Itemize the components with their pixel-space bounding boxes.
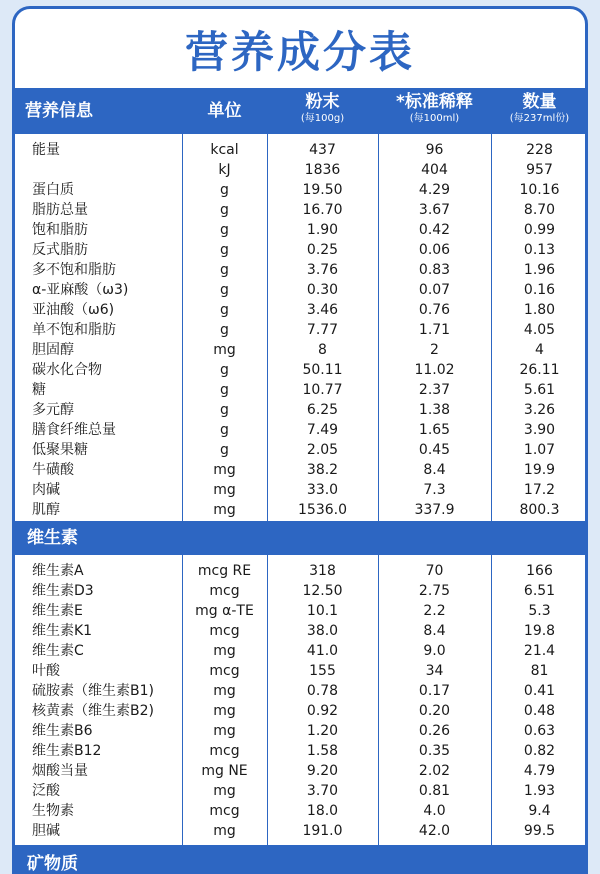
header-powder-label: 粉末 — [305, 92, 340, 112]
nutrient-name: 硫胺素（维生素B1) — [32, 683, 154, 699]
table-row — [15, 160, 585, 180]
table-row — [15, 701, 585, 721]
value-per-100g: 41.0 — [306, 643, 339, 659]
value-per-100g: 38.2 — [306, 462, 339, 478]
nutrient-unit: mg — [213, 342, 236, 358]
header-qty — [491, 88, 588, 134]
value-per-100g: 3.76 — [306, 262, 339, 278]
nutrient-name: 维生素C — [32, 643, 84, 659]
value-per-100g: 0.92 — [306, 703, 339, 719]
value-per-100ml: 2.2 — [423, 603, 446, 619]
value-per-100g: 50.11 — [302, 362, 343, 378]
value-per-100ml: 0.83 — [418, 262, 451, 278]
value-per-serving: 5.61 — [523, 382, 556, 398]
nutrient-unit: g — [220, 422, 229, 438]
value-per-100g: 8 — [318, 342, 327, 358]
value-per-serving: 5.3 — [528, 603, 551, 619]
table-row — [15, 761, 585, 781]
value-per-100ml: 1.38 — [418, 402, 451, 418]
value-per-100ml: 4.0 — [423, 803, 446, 819]
nutrient-name: 胆碱 — [32, 823, 60, 839]
value-per-100ml: 404 — [421, 162, 448, 178]
table-row — [15, 300, 585, 320]
nutrient-unit: mg — [213, 783, 236, 799]
nutrient-unit: g — [220, 202, 229, 218]
vitamins-section-header — [15, 521, 585, 555]
header-powder — [267, 88, 378, 134]
value-per-100g: 38.0 — [306, 623, 339, 639]
value-per-serving: 0.16 — [523, 282, 556, 298]
header-qty-sub: (每237ml份) — [509, 113, 570, 124]
nutrient-name: 饱和脂肪 — [32, 222, 88, 238]
nutrient-name: 碳水化合物 — [32, 362, 102, 378]
nutrient-unit: mg — [213, 723, 236, 739]
value-per-100g: 12.50 — [302, 583, 343, 599]
nutrient-unit: g — [220, 442, 229, 458]
nutrient-name: 低聚果糖 — [32, 442, 88, 458]
table-row — [15, 681, 585, 701]
value-per-100g: 1.58 — [306, 743, 339, 759]
value-per-100g: 10.1 — [306, 603, 339, 619]
value-per-100g: 7.49 — [306, 422, 339, 438]
table-row — [15, 801, 585, 821]
header-qty-label: 数量 — [522, 92, 557, 112]
value-per-100g: 318 — [309, 563, 336, 579]
value-per-100ml: 2.02 — [418, 763, 451, 779]
value-per-100ml: 337.9 — [414, 502, 455, 518]
table-row — [15, 340, 585, 360]
value-per-100g: 1536.0 — [298, 502, 347, 518]
value-per-100ml: 0.17 — [418, 683, 451, 699]
value-per-serving: 0.63 — [523, 723, 556, 739]
value-per-100ml: 1.65 — [418, 422, 451, 438]
header-diluted-label: *标准稀释 — [396, 92, 473, 112]
nutrient-unit: g — [220, 182, 229, 198]
nutrient-name: 肌醇 — [32, 502, 60, 518]
minerals-section-label: 矿物质 — [27, 854, 78, 874]
value-per-100g: 7.77 — [306, 322, 339, 338]
table-header — [15, 88, 585, 134]
nutrient-unit: mcg — [209, 743, 240, 759]
nutrient-name: 维生素A — [32, 563, 84, 579]
nutrient-unit: mg — [213, 703, 236, 719]
value-per-100g: 6.25 — [306, 402, 339, 418]
nutrient-unit: mcg — [209, 663, 240, 679]
value-per-100ml: 3.67 — [418, 202, 451, 218]
table-row — [15, 661, 585, 681]
value-per-serving: 957 — [526, 162, 553, 178]
value-per-serving: 0.48 — [523, 703, 556, 719]
table-row — [15, 601, 585, 621]
table-row — [15, 741, 585, 761]
nutrient-name: α-亚麻酸（ω3) — [32, 282, 129, 298]
value-per-100ml: 0.35 — [418, 743, 451, 759]
value-per-100g: 155 — [309, 663, 336, 679]
table-row — [15, 500, 585, 520]
value-per-100ml: 0.20 — [418, 703, 451, 719]
value-per-100ml: 34 — [425, 663, 444, 679]
nutrient-name: 脂肪总量 — [32, 202, 88, 218]
value-per-serving: 8.70 — [523, 202, 556, 218]
nutrient-name: 牛磺酸 — [32, 462, 74, 478]
value-per-100ml: 96 — [425, 142, 444, 158]
value-per-serving: 0.13 — [523, 242, 556, 258]
value-per-100g: 19.50 — [302, 182, 343, 198]
page-title: 营养成分表 — [185, 28, 415, 78]
nutrient-unit: mg — [213, 462, 236, 478]
vitamins-table-body — [15, 561, 585, 841]
table-row — [15, 360, 585, 380]
value-per-serving: 26.11 — [519, 362, 560, 378]
nutrient-unit: mcg — [209, 803, 240, 819]
table-row — [15, 420, 585, 440]
table-row — [15, 561, 585, 581]
nutrient-unit: mcg — [209, 583, 240, 599]
value-per-100ml: 0.42 — [418, 222, 451, 238]
table-row — [15, 641, 585, 661]
value-per-100ml: 2.75 — [418, 583, 451, 599]
nutrient-name: 维生素D3 — [32, 583, 94, 599]
value-per-100ml: 42.0 — [418, 823, 451, 839]
value-per-100ml: 4.29 — [418, 182, 451, 198]
table-row — [15, 220, 585, 240]
nutrients-table-body — [15, 140, 585, 520]
nutrient-unit: g — [220, 362, 229, 378]
nutrient-unit: g — [220, 382, 229, 398]
value-per-100ml: 1.71 — [418, 322, 451, 338]
value-per-100ml: 0.76 — [418, 302, 451, 318]
header-powder-sub: (每100g) — [300, 113, 345, 124]
nutrient-unit: kcal — [210, 142, 239, 158]
value-per-100g: 9.20 — [306, 763, 339, 779]
value-per-serving: 0.99 — [523, 222, 556, 238]
value-per-serving: 4.79 — [523, 763, 556, 779]
value-per-100g: 33.0 — [306, 482, 339, 498]
value-per-serving: 4 — [535, 342, 544, 358]
table-row — [15, 821, 585, 841]
value-per-serving: 3.26 — [523, 402, 556, 418]
table-row — [15, 721, 585, 741]
nutrient-name: 维生素B6 — [32, 723, 93, 739]
header-name: 营养信息 — [25, 101, 93, 121]
nutrient-name: 胆固醇 — [32, 342, 74, 358]
table-row — [15, 380, 585, 400]
value-per-serving: 9.4 — [528, 803, 551, 819]
nutrient-unit: g — [220, 262, 229, 278]
nutrient-name: 能量 — [32, 142, 60, 158]
table-row — [15, 260, 585, 280]
nutrient-unit: g — [220, 242, 229, 258]
nutrient-name: 膳食纤维总量 — [32, 422, 116, 438]
value-per-100g: 1836 — [304, 162, 341, 178]
table-row — [15, 140, 585, 160]
nutrient-unit: g — [220, 322, 229, 338]
value-per-100ml: 0.07 — [418, 282, 451, 298]
nutrient-name: 烟酸当量 — [32, 763, 88, 779]
header-unit: 单位 — [207, 101, 242, 121]
value-per-100g: 191.0 — [302, 823, 343, 839]
nutrient-unit: mg α-TE — [195, 603, 254, 619]
table-row — [15, 180, 585, 200]
value-per-serving: 3.90 — [523, 422, 556, 438]
table-row — [15, 440, 585, 460]
nutrient-name: 肉碱 — [32, 482, 60, 498]
minerals-section-header — [15, 845, 585, 874]
value-per-100ml: 2.37 — [418, 382, 451, 398]
value-per-serving: 4.05 — [523, 322, 556, 338]
value-per-100g: 0.78 — [306, 683, 339, 699]
value-per-100g: 0.30 — [306, 282, 339, 298]
value-per-serving: 99.5 — [523, 823, 556, 839]
value-per-100g: 10.77 — [302, 382, 343, 398]
nutrient-unit: mg — [213, 643, 236, 659]
nutrient-unit: g — [220, 222, 229, 238]
nutrient-name: 泛酸 — [32, 783, 60, 799]
value-per-serving: 166 — [526, 563, 553, 579]
vitamins-section-label: 维生素 — [27, 528, 78, 548]
value-per-100ml: 8.4 — [423, 623, 446, 639]
value-per-serving: 19.9 — [523, 462, 556, 478]
value-per-100ml: 11.02 — [414, 362, 455, 378]
header-diluted — [378, 88, 491, 134]
value-per-100g: 1.20 — [306, 723, 339, 739]
table-row — [15, 320, 585, 340]
value-per-serving: 228 — [526, 142, 553, 158]
value-per-100ml: 9.0 — [423, 643, 446, 659]
value-per-100g: 2.05 — [306, 442, 339, 458]
nutrient-unit: mg — [213, 482, 236, 498]
value-per-100g: 0.25 — [306, 242, 339, 258]
value-per-100ml: 0.45 — [418, 442, 451, 458]
nutrient-unit: mg — [213, 502, 236, 518]
value-per-100ml: 0.81 — [418, 783, 451, 799]
nutrient-name: 多不饱和脂肪 — [32, 262, 116, 278]
table-row — [15, 400, 585, 420]
value-per-serving: 19.8 — [523, 623, 556, 639]
value-per-100g: 1.90 — [306, 222, 339, 238]
nutrient-unit: mg — [213, 823, 236, 839]
value-per-100ml: 70 — [425, 563, 444, 579]
nutrient-name: 维生素B12 — [32, 743, 102, 759]
nutrient-unit: g — [220, 302, 229, 318]
value-per-100ml: 0.06 — [418, 242, 451, 258]
value-per-100g: 16.70 — [302, 202, 343, 218]
table-row — [15, 200, 585, 220]
value-per-serving: 1.80 — [523, 302, 556, 318]
table-row — [15, 460, 585, 480]
nutrient-name: 维生素E — [32, 603, 83, 619]
nutrition-facts-card — [12, 6, 588, 874]
value-per-100ml: 7.3 — [423, 482, 446, 498]
table-row — [15, 621, 585, 641]
nutrient-unit: mg — [213, 683, 236, 699]
value-per-serving: 17.2 — [523, 482, 556, 498]
nutrient-name: 维生素K1 — [32, 623, 93, 639]
table-row — [15, 240, 585, 260]
nutrient-unit: g — [220, 282, 229, 298]
table-row — [15, 781, 585, 801]
header-diluted-sub: (每100ml) — [409, 113, 460, 124]
nutrient-name: 糖 — [32, 382, 46, 398]
value-per-serving: 21.4 — [523, 643, 556, 659]
value-per-100ml: 8.4 — [423, 462, 446, 478]
value-per-serving: 1.93 — [523, 783, 556, 799]
value-per-100ml: 0.26 — [418, 723, 451, 739]
value-per-100g: 3.46 — [306, 302, 339, 318]
value-per-serving: 0.41 — [523, 683, 556, 699]
value-per-serving: 800.3 — [519, 502, 560, 518]
value-per-100g: 3.70 — [306, 783, 339, 799]
value-per-serving: 1.96 — [523, 262, 556, 278]
nutrient-name: 叶酸 — [32, 663, 60, 679]
nutrient-name: 多元醇 — [32, 402, 74, 418]
nutrient-name: 蛋白质 — [32, 182, 74, 198]
nutrient-name: 亚油酸（ω6) — [32, 302, 115, 318]
value-per-serving: 81 — [530, 663, 549, 679]
nutrient-name: 单不饱和脂肪 — [32, 322, 116, 338]
nutrient-name: 生物素 — [32, 803, 74, 819]
value-per-100g: 437 — [309, 142, 336, 158]
nutrient-name: 核黄素（维生素B2) — [32, 703, 154, 719]
nutrient-unit: mcg RE — [197, 563, 252, 579]
value-per-100ml: 2 — [430, 342, 439, 358]
table-row — [15, 581, 585, 601]
nutrient-unit: mcg — [209, 623, 240, 639]
nutrient-unit: kJ — [218, 162, 231, 178]
nutrient-name: 反式脂肪 — [32, 242, 88, 258]
value-per-100g: 18.0 — [306, 803, 339, 819]
value-per-serving: 6.51 — [523, 583, 556, 599]
value-per-serving: 1.07 — [523, 442, 556, 458]
value-per-serving: 10.16 — [519, 182, 560, 198]
table-row — [15, 280, 585, 300]
value-per-serving: 0.82 — [523, 743, 556, 759]
table-row — [15, 480, 585, 500]
nutrient-unit: mg NE — [201, 763, 248, 779]
nutrient-unit: g — [220, 402, 229, 418]
